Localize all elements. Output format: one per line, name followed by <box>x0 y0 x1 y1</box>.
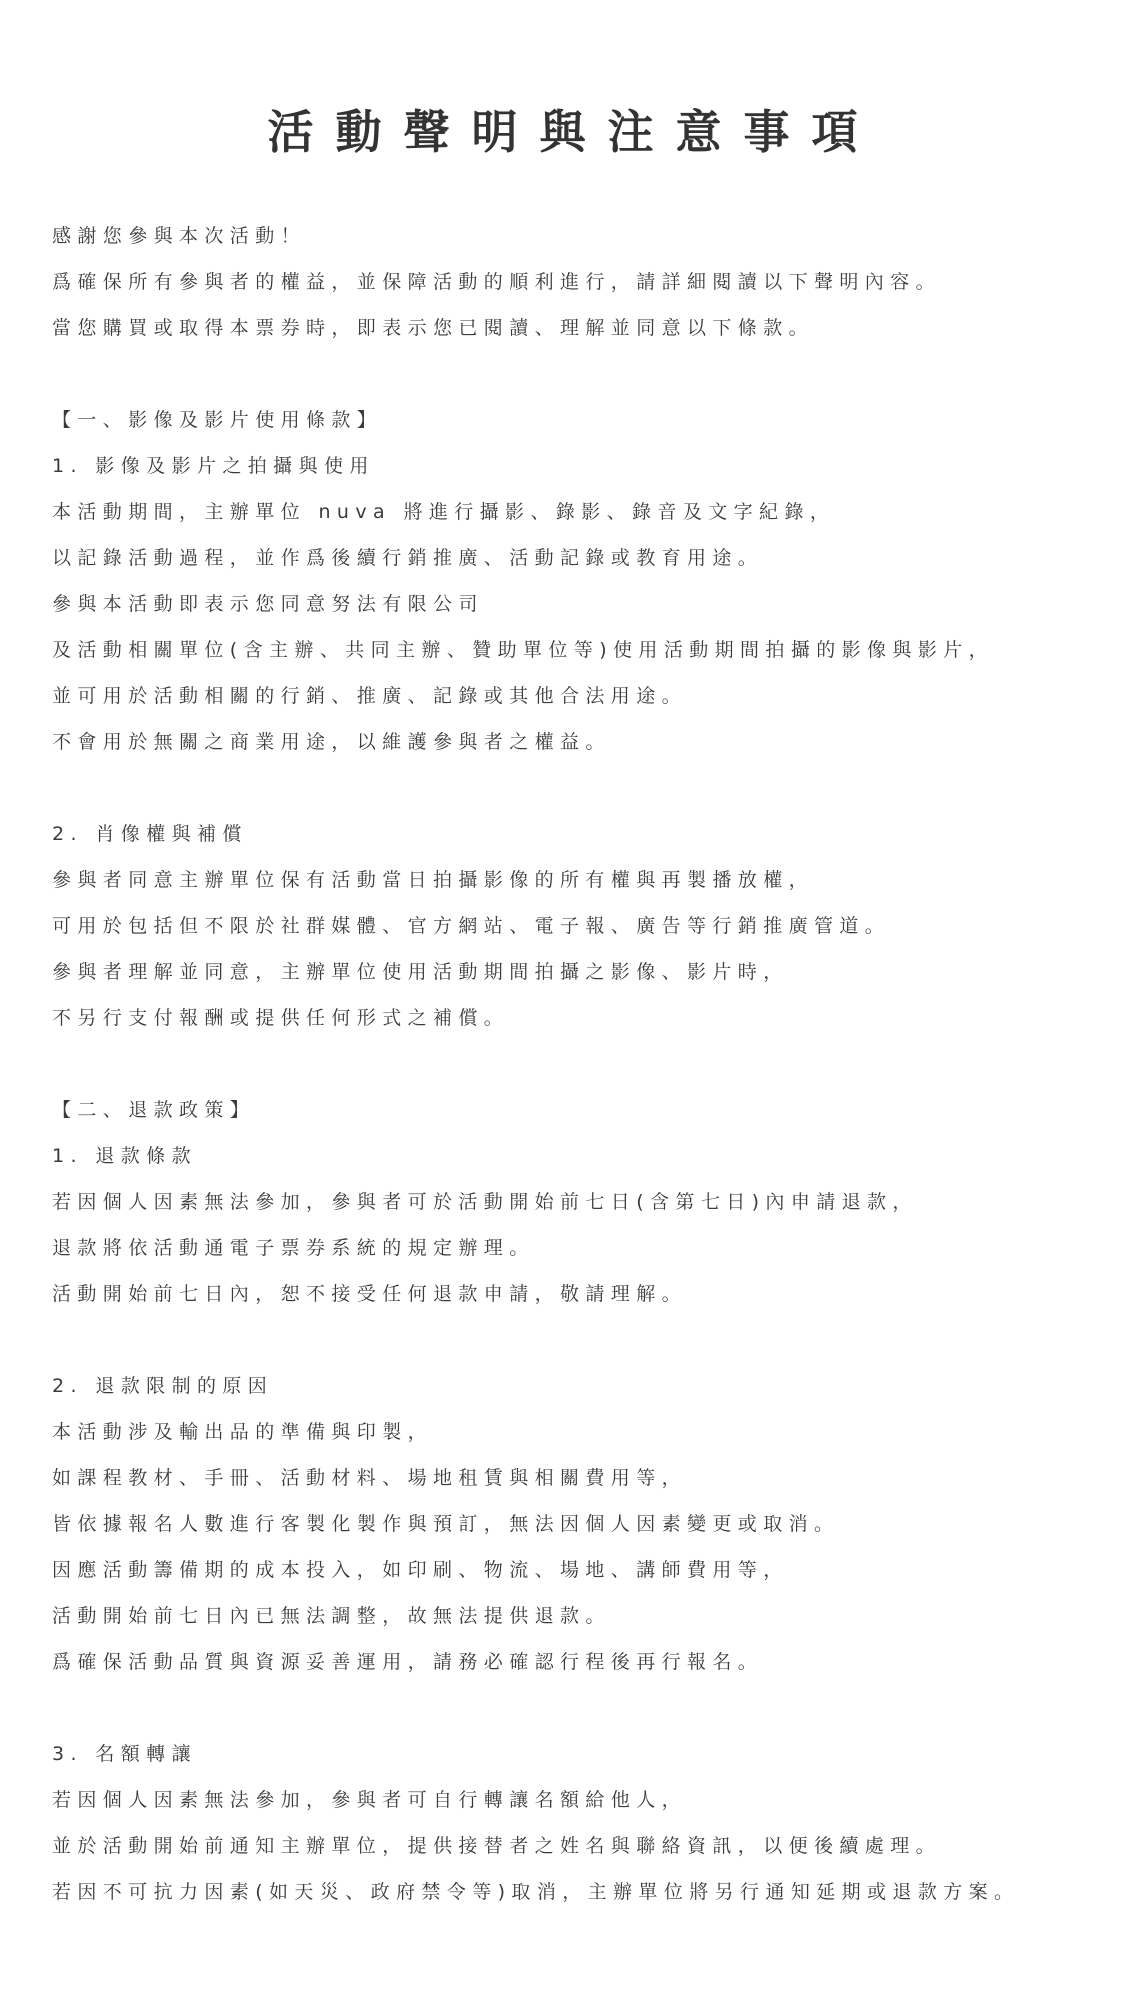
paragraph-line: 並可用於活動相關的行銷、推廣、記錄或其他合法用途。 <box>52 685 688 707</box>
paragraph-line: 若因不可抗力因素(如天災、政府禁令等)取消，主辦單位將另行通知延期或退款方案。 <box>52 1881 1020 1903</box>
paragraph-line: 參與者理解並同意，主辦單位使用活動期間拍攝之影像、影片時， <box>52 961 789 983</box>
spacer <box>52 1041 1112 1087</box>
section-heading: 【一、影像及影片使用條款】 <box>52 409 383 431</box>
paragraph-line: 參與者同意主辦單位保有活動當日拍攝影像的所有權與再製播放權， <box>52 869 815 891</box>
document-body <box>52 213 1112 1915</box>
intro-line: 感謝您參與本次活動！ <box>52 225 307 247</box>
paragraph-line: 皆依據報名人數進行客製化製作與預訂，無法因個人因素變更或取消。 <box>52 1513 840 1535</box>
paragraph-line: 活動開始前七日內已無法調整，故無法提供退款。 <box>52 1605 611 1627</box>
intro-line: 爲確保所有參與者的權益，並保障活動的順利進行，請詳細閱讀以下聲明內容。 <box>52 271 942 293</box>
spacer <box>52 765 1112 811</box>
paragraph-line: 以記錄活動過程，並作爲後續行銷推廣、活動記錄或教育用途。 <box>52 547 764 569</box>
section-heading: 【二、退款政策】 <box>52 1099 256 1121</box>
paragraph-line: 本活動涉及輸出品的準備與印製， <box>52 1421 434 1443</box>
paragraph-line: 參與本活動即表示您同意努法有限公司 <box>52 593 484 615</box>
item-heading: 2. 肖像權與補償 <box>52 823 248 845</box>
spacer <box>52 1685 1112 1731</box>
item-heading: 1. 退款條款 <box>52 1145 197 1167</box>
paragraph-line: 活動開始前七日內，恕不接受任何退款申請，敬請理解。 <box>52 1283 688 1305</box>
spacer <box>52 351 1112 397</box>
paragraph-line: 不另行支付報酬或提供任何形式之補償。 <box>52 1007 510 1029</box>
paragraph-line: 退款將依活動通電子票券系統的規定辦理。 <box>52 1237 535 1259</box>
paragraph-line: 不會用於無關之商業用途，以維護參與者之權益。 <box>52 731 611 753</box>
intro-line: 當您購買或取得本票券時，即表示您已閱讀、理解並同意以下條款。 <box>52 317 815 339</box>
item-heading: 2. 退款限制的原因 <box>52 1375 274 1397</box>
item-heading: 1. 影像及影片之拍攝與使用 <box>52 455 375 477</box>
spacer <box>52 1317 1112 1363</box>
page-title: 活動聲明與注意事項 <box>267 105 880 159</box>
item-heading: 3. 名額轉讓 <box>52 1743 197 1765</box>
paragraph-line: 本活動期間，主辦單位 nuva 將進行攝影、錄影、錄音及文字紀錄， <box>52 501 836 523</box>
paragraph-line: 若因個人因素無法參加，參與者可於活動開始前七日(含第七日)內申請退款， <box>52 1191 918 1213</box>
paragraph-line: 並於活動開始前通知主辦單位，提供接替者之姓名與聯絡資訊，以便後續處理。 <box>52 1835 942 1857</box>
paragraph-line: 及活動相關單位(含主辦、共同主辦、贊助單位等)使用活動期間拍攝的影像與影片， <box>52 639 995 661</box>
paragraph-line: 若因個人因素無法參加，參與者可自行轉讓名額給他人， <box>52 1789 688 1811</box>
paragraph-line: 因應活動籌備期的成本投入，如印刷、物流、場地、講師費用等， <box>52 1559 789 1581</box>
paragraph-line: 如課程教材、手冊、活動材料、場地租賃與相關費用等， <box>52 1467 688 1489</box>
paragraph-line: 可用於包括但不限於社群媒體、官方網站、電子報、廣告等行銷推廣管道。 <box>52 915 891 937</box>
paragraph-line: 爲確保活動品質與資源妥善運用，請務必確認行程後再行報名。 <box>52 1651 764 1673</box>
